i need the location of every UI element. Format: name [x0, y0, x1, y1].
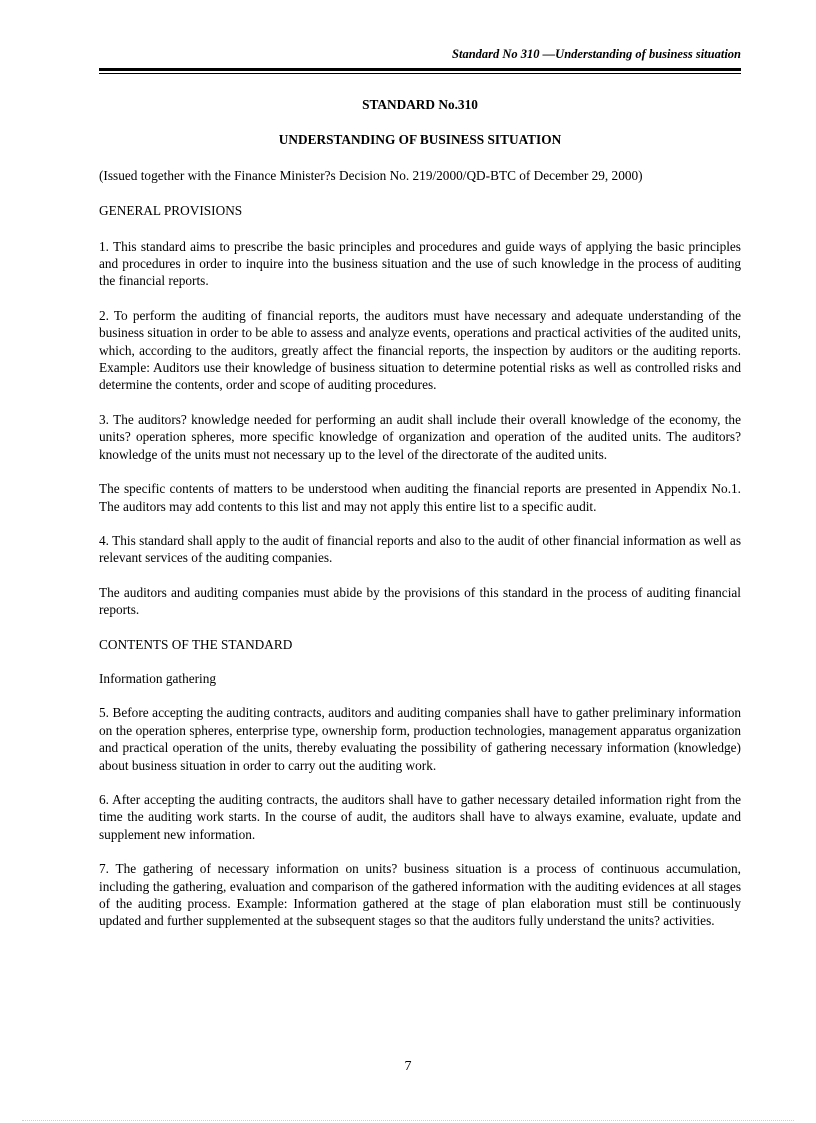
paragraph-3: 3. The auditors? knowledge needed for performing an audit shall include their overall knowledge of the economy, the units? operation spheres, more specific knowledge of organization and operation of the audited units. The auditors? knowledge of the units must not necessary up to the level of the directorate of the audited units. [99, 411, 741, 462]
section-heading-general-provisions: GENERAL PROVISIONS [99, 203, 243, 219]
running-header: Standard No 310 —Understanding of business situation [452, 47, 741, 61]
page-number: 7 [404, 1059, 412, 1074]
paragraph-5: 5. Before accepting the auditing contracts, auditors and auditing companies shall have to gather preliminary information on the operation spheres, enterprise type, ownership form, production technologies, management apparatus organization and practical operation of the units, thereby evaluating the possibility of gathering necessary information (knowledge) about business situation in order to carry out the auditing work. [99, 705, 741, 773]
standard-number-title: STANDARD No.310 [362, 97, 478, 112]
paragraph-7: 7. The gathering of necessary information on units? business situation is a process of continuous accumulation, including the gathering, evaluation and comparison of the gathered information with the auditing evidences at all stages of the auditing process. Example: Information gathered at the stage of plan elaboration must still be continuously updated and further supplemented at the subsequent stages so that the auditors fully understand the units? activities. [99, 861, 741, 929]
paragraph-2: 2. To perform the auditing of financial reports, the auditors must have necessary and adequate understanding of the business situation in order to be able to assess and analyze events, operations and practical activities of the audited units, which, according to the auditors, greatly affect the financial reports, the inspection by auditors or the auditing reports. Example: Auditors use their knowledge of business situation to determine potential risks as well as controlled risks and determine the contents, order and scope of auditing procedures. [99, 307, 741, 393]
paragraph-4b: The auditors and auditing companies must abide by the provisions of this standard in the process of auditing financial reports. [99, 584, 741, 618]
subheading-information-gathering: Information gathering [99, 670, 217, 686]
section-heading-contents: CONTENTS OF THE STANDARD [99, 636, 293, 652]
paragraph-6: 6. After accepting the auditing contracts, the auditors shall have to gather necessary detailed information right from the time the auditing work starts. In the course of audit, the auditors shall have to always examine, evaluate, update and supplement new information. [99, 791, 741, 842]
header-rule [99, 68, 741, 74]
standard-name-title: UNDERSTANDING OF BUSINESS SITUATION [278, 132, 562, 148]
paragraph-4: 4. This standard shall apply to the audit of financial reports and also to the audit of other financial information as well as relevant services of the auditing companies. [99, 532, 741, 566]
page-bottom-divider [22, 1120, 794, 1121]
paragraph-3b: The specific contents of matters to be understood when auditing the financial reports are presented in Appendix No.1. The auditors may add contents to this list and may not apply this entire list to a specific audit. [99, 481, 741, 514]
document-body [99, 96, 741, 930]
paragraph-1: 1. This standard aims to prescribe the basic principles and procedures and guide ways of applying the basic principles and procedures in order to inquire into the business situation and the use of such knowledge in the process of auditing the financial reports. [99, 238, 741, 289]
issued-note: (Issued together with the Finance Minister?s Decision No. 219/2000/QD-BTC of December 29, 2000) [99, 167, 643, 183]
